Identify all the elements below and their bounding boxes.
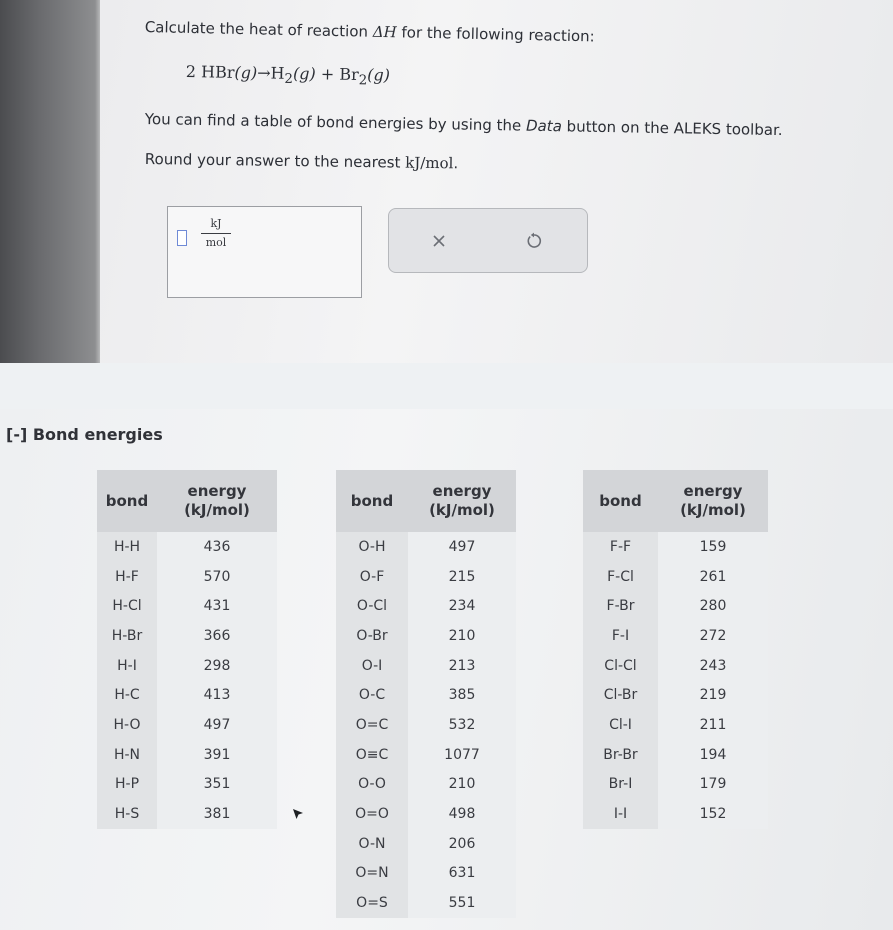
table-row [583,740,768,770]
bond-cell: F-F [583,532,658,562]
bond-cell: O-F [336,562,408,592]
table-row [336,829,516,859]
energy-cell: 631 [408,859,516,889]
energy-column-header [157,470,277,532]
bond-cell: O-O [336,770,408,800]
bond-cell: F-Cl [583,562,658,592]
collapse-toggle[interactable]: [-] [6,425,28,444]
plus-sign: + [320,64,335,84]
energy-header-line1: energy [187,482,247,500]
energy-cell: 366 [157,621,277,651]
panel-title: Bond energies [32,425,163,444]
bond-cell: O≡C [336,740,408,770]
bond-cell: H-Cl [97,591,157,621]
table-row [583,710,768,740]
table-row [336,740,516,770]
data-hint-prefix: You can find a table of bond energies by using the [144,110,522,135]
unit-numerator: kJ [210,217,222,230]
bond-cell: H-O [97,710,157,740]
bond-cell: F-I [583,621,658,651]
bond-cell: Br-I [583,770,658,800]
product1-formula: H [270,63,285,83]
table-row [97,740,277,770]
energy-cell: 219 [658,680,768,710]
table-body [97,532,277,829]
energy-cell: 210 [408,621,516,651]
energy-cell: 413 [157,680,277,710]
bond-cell: Br-Br [583,740,658,770]
data-hint-suffix: button on the ALEKS toolbar. [566,117,783,140]
bond-cell: H-S [97,799,157,829]
energy-cell: 351 [157,770,277,800]
energy-column-header [658,470,768,532]
table-row [583,532,768,562]
product2-state: (g) [367,65,391,85]
table-row [97,799,277,829]
product2-subscript: 2 [358,73,368,89]
table-body [583,532,768,829]
table-header-row [97,470,277,532]
reaction-coefficient: 2 [185,62,197,82]
table-row [97,710,277,740]
clear-button[interactable] [419,223,459,259]
undo-icon [525,232,543,250]
energy-cell: 213 [408,651,516,681]
table-row [583,562,768,592]
fraction-bar [201,233,231,234]
bond-cell: O-H [336,532,408,562]
bond-cell: Cl-I [583,710,658,740]
table-row [583,591,768,621]
product1-state: (g) [292,63,316,84]
energy-header-line1: energy [683,482,743,500]
table-row [336,680,516,710]
energy-header-line2: (kJ/mol) [680,501,746,519]
answer-unit [201,217,231,250]
data-hint-emphasis: Data [525,116,563,136]
table-row [583,770,768,800]
question-prompt-suffix: for the following reaction: [401,23,595,46]
energy-cell: 532 [408,710,516,740]
delta-h-symbol: ΔH [372,22,397,42]
energy-cell: 497 [157,710,277,740]
table-row [336,591,516,621]
bond-cell: O-N [336,829,408,859]
bond-cell: H-N [97,740,157,770]
reaction-arrow: → [257,63,271,83]
reactant-state: (g) [234,62,258,83]
bond-column-header: bond [583,470,658,532]
reaction-equation [186,62,391,89]
energy-column-header [408,470,516,532]
energy-cell: 152 [658,799,768,829]
bond-cell: Cl-Br [583,680,658,710]
energy-cell: 194 [658,740,768,770]
table-row [336,859,516,889]
rounding-end: . [453,154,459,173]
table-row [336,799,516,829]
rounding-prefix: Round your answer to the nearest [144,150,401,172]
energy-cell: 210 [408,770,516,800]
energy-header-line2: (kJ/mol) [429,501,495,519]
energy-cell: 436 [157,532,277,562]
undo-button[interactable] [514,223,554,259]
energy-cell: 211 [658,710,768,740]
bond-column-header: bond [97,470,157,532]
product1-subscript: 2 [284,71,294,88]
table-row [97,562,277,592]
answer-toolbar [388,208,588,273]
answer-area [167,206,362,298]
bond-cell: Cl-Cl [583,651,658,681]
x-icon [432,234,446,248]
bond-cell: O=C [336,710,408,740]
bond-cell: O=O [336,799,408,829]
table-row [336,710,516,740]
bond-energies-panel [0,409,893,930]
table-row [583,799,768,829]
bond-cell: H-I [97,651,157,681]
bond-cell: H-Br [97,621,157,651]
bond-cell: H-C [97,680,157,710]
question-screen [100,0,893,363]
bond-cell: O=S [336,888,408,918]
bond-cell: H-F [97,562,157,592]
energy-cell: 431 [157,591,277,621]
table-header-row [336,470,516,532]
energy-cell: 298 [157,651,277,681]
energy-cell: 498 [408,799,516,829]
energy-cell: 179 [658,770,768,800]
energy-cell: 381 [157,799,277,829]
table-row [583,621,768,651]
energy-cell: 272 [658,621,768,651]
table-row [97,651,277,681]
bond-cell: O=N [336,859,408,889]
table-row [97,532,277,562]
energy-cell: 215 [408,562,516,592]
energy-cell: 391 [157,740,277,770]
reactant-formula: HBr [200,62,235,82]
bond-cell: O-Br [336,621,408,651]
table-row [97,680,277,710]
table-row [336,770,516,800]
mouse-cursor-icon [292,808,304,822]
table-row [336,651,516,681]
energy-header-line2: (kJ/mol) [184,501,250,519]
energy-cell: 159 [658,532,768,562]
table-header-row [583,470,768,532]
energy-cell: 551 [408,888,516,918]
table-row [583,651,768,681]
answer-input[interactable] [177,230,187,246]
bond-cell: H-P [97,770,157,800]
question-photo-panel [0,0,893,363]
table-row [336,621,516,651]
energy-cell: 1077 [408,740,516,770]
table-row [336,888,516,918]
bond-cell: I-I [583,799,658,829]
table-row [97,621,277,651]
energy-cell: 280 [658,591,768,621]
table-row [97,770,277,800]
bond-cell: F-Br [583,591,658,621]
product2-formula: Br [339,64,359,85]
energy-cell: 261 [658,562,768,592]
bond-table-oxygen [336,470,516,918]
bond-table-halogen [583,470,768,829]
bond-cell: H-H [97,532,157,562]
energy-cell: 385 [408,680,516,710]
bond-column-header: bond [336,470,408,532]
table-body [336,532,516,918]
energy-cell: 234 [408,591,516,621]
unit-denominator: mol [205,236,227,249]
energy-cell: 570 [157,562,277,592]
rounding-unit: kJ/mol [405,153,454,173]
table-row [583,680,768,710]
table-row [336,562,516,592]
table-row [97,591,277,621]
energy-cell: 206 [408,829,516,859]
bond-cell: O-C [336,680,408,710]
panel-heading [6,425,163,444]
question-prompt-prefix: Calculate the heat of reaction [144,18,369,41]
energy-header-line1: energy [432,482,492,500]
bond-cell: O-Cl [336,591,408,621]
bond-table-hydrogen [97,470,277,829]
energy-cell: 243 [658,651,768,681]
bond-cell: O-I [336,651,408,681]
table-row [336,532,516,562]
energy-cell: 497 [408,532,516,562]
